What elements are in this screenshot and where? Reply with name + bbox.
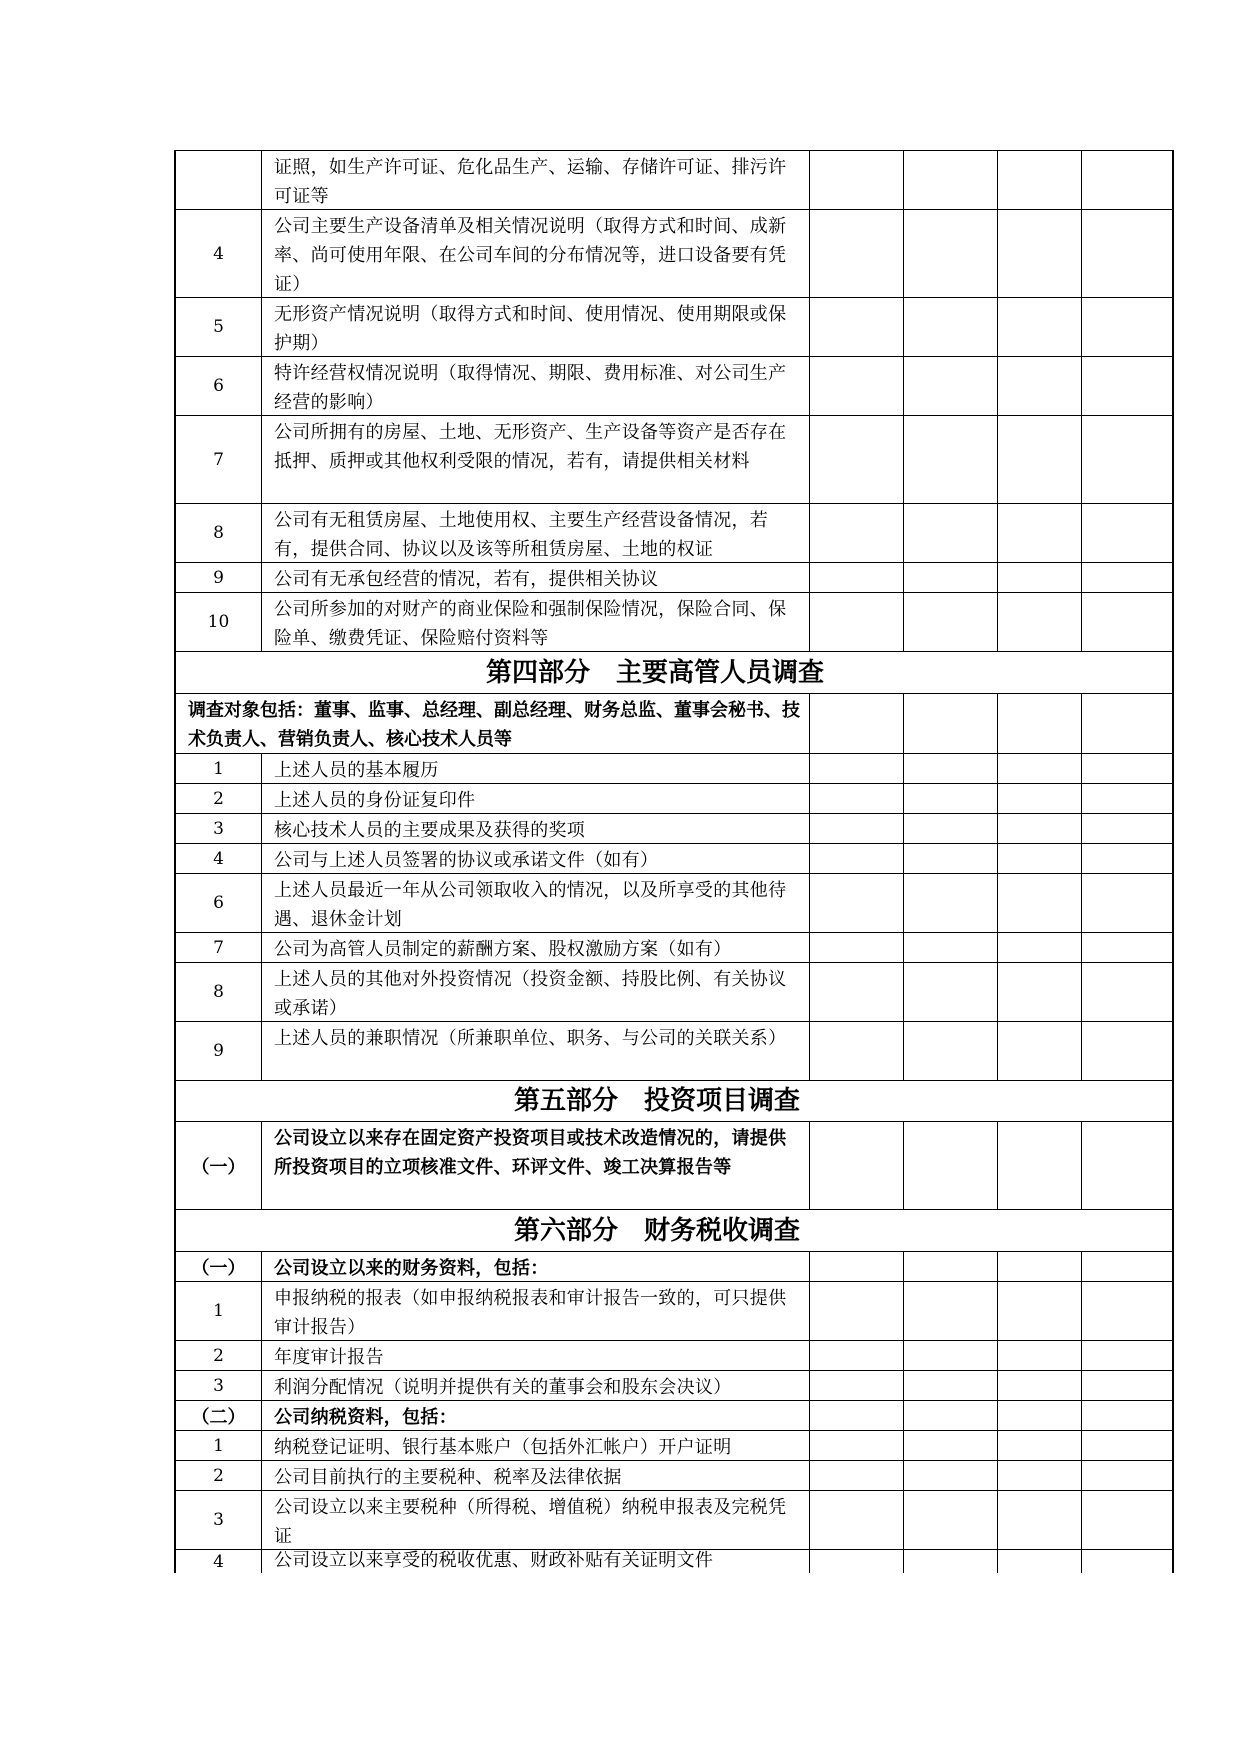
check-cell[interactable]: [904, 1282, 998, 1340]
check-cell[interactable]: [810, 754, 904, 783]
check-cell[interactable]: [998, 1122, 1082, 1209]
row-text: 公司所拥有的房屋、土地、无形资产、生产设备等资产是否存在抵押、质押或其他权利受限的情况，若有，请提供相关材料: [262, 416, 810, 503]
check-cell[interactable]: [904, 1022, 998, 1080]
check-cell[interactable]: [810, 1461, 904, 1490]
row-text: 公司设立以来存在固定资产投资项目或技术改造情况的，请提供所投资项目的立项核准文件、环评文件、竣工决算报告等: [262, 1122, 810, 1209]
check-cell[interactable]: [998, 210, 1082, 297]
check-cell[interactable]: [998, 784, 1082, 813]
check-cell[interactable]: [904, 963, 998, 1021]
check-cell[interactable]: [810, 963, 904, 1021]
check-cell[interactable]: [810, 1282, 904, 1340]
check-cell[interactable]: [1082, 933, 1172, 962]
row-text: 公司设立以来享受的税收优惠、财政补贴有关证明文件: [262, 1550, 810, 1573]
row-number: 3: [176, 814, 262, 843]
table-row: [176, 1431, 1172, 1461]
table-row: [176, 1282, 1172, 1341]
check-cell[interactable]: [1082, 1252, 1172, 1281]
group-number: （一）: [176, 1252, 262, 1281]
checklist-table: [174, 150, 1174, 1573]
check-cell[interactable]: [904, 933, 998, 962]
check-cell[interactable]: [998, 844, 1082, 873]
check-cell[interactable]: [904, 1491, 998, 1549]
check-cell[interactable]: [904, 814, 998, 843]
row-number: 6: [176, 357, 262, 415]
check-cell[interactable]: [904, 1341, 998, 1370]
row-number: 4: [176, 210, 262, 297]
row-text: 公司设立以来主要税种（所得税、增值税）纳税申报表及完税凭证: [262, 1491, 810, 1549]
row-number: 9: [176, 1022, 262, 1080]
check-cell[interactable]: [1082, 844, 1172, 873]
table-row: [176, 357, 1172, 416]
row-number: 2: [176, 1461, 262, 1490]
row-number: 7: [176, 933, 262, 962]
check-cell[interactable]: [810, 151, 904, 209]
check-cell[interactable]: [1082, 151, 1172, 209]
check-cell[interactable]: [904, 210, 998, 297]
check-cell[interactable]: [904, 1122, 998, 1209]
row-number: 8: [176, 963, 262, 1021]
check-cell[interactable]: [1082, 1341, 1172, 1370]
row-number: 8: [176, 504, 262, 562]
row-number: 9: [176, 563, 262, 592]
check-cell[interactable]: [1082, 593, 1172, 651]
check-cell[interactable]: [904, 1252, 998, 1281]
row-number: 2: [176, 784, 262, 813]
table-row: [176, 754, 1172, 784]
check-cell[interactable]: [810, 357, 904, 415]
row-text: 公司为高管人员制定的薪酬方案、股权激励方案（如有）: [262, 933, 810, 962]
check-cell[interactable]: [1082, 298, 1172, 356]
check-cell[interactable]: [998, 1252, 1082, 1281]
check-cell[interactable]: [998, 593, 1082, 651]
check-cell[interactable]: [998, 504, 1082, 562]
group-number: （二）: [176, 1401, 262, 1430]
row-text: 上述人员的基本履历: [262, 754, 810, 783]
check-cell[interactable]: [1082, 210, 1172, 297]
row-text: 利润分配情况（说明并提供有关的董事会和股东会决议）: [262, 1371, 810, 1400]
row-text: 年度审计报告: [262, 1341, 810, 1370]
check-cell[interactable]: [810, 1401, 904, 1430]
section-heading: [176, 1081, 1172, 1122]
table-row: [176, 504, 1172, 563]
check-cell[interactable]: [810, 210, 904, 297]
row-number: 2: [176, 1341, 262, 1370]
section-heading: [176, 1210, 1172, 1252]
check-cell[interactable]: [810, 694, 904, 753]
row-text: 公司有无承包经营的情况，若有，提供相关协议: [262, 563, 810, 592]
check-cell[interactable]: [998, 1431, 1082, 1460]
check-cell[interactable]: [904, 593, 998, 651]
check-cell[interactable]: [998, 1022, 1082, 1080]
row-text: 核心技术人员的主要成果及获得的奖项: [262, 814, 810, 843]
check-cell[interactable]: [1082, 1461, 1172, 1490]
check-cell[interactable]: [904, 1371, 998, 1400]
check-cell[interactable]: [1082, 1122, 1172, 1209]
check-cell[interactable]: [1082, 814, 1172, 843]
check-cell[interactable]: [810, 298, 904, 356]
check-cell[interactable]: [810, 784, 904, 813]
check-cell[interactable]: [1082, 694, 1172, 753]
check-cell[interactable]: [1082, 1282, 1172, 1340]
check-cell[interactable]: [810, 874, 904, 932]
check-cell[interactable]: [904, 357, 998, 415]
row-text: 上述人员的其他对外投资情况（投资金额、持股比例、有关协议或承诺）: [262, 963, 810, 1021]
check-cell[interactable]: [904, 754, 998, 783]
table-row: [176, 1122, 1172, 1210]
check-cell[interactable]: [904, 563, 998, 592]
table-row: [176, 416, 1172, 504]
check-cell[interactable]: [1082, 784, 1172, 813]
row-text: 公司目前执行的主要税种、税率及法律依据: [262, 1461, 810, 1490]
table-row: [176, 1022, 1172, 1081]
check-cell[interactable]: [810, 1491, 904, 1549]
check-cell[interactable]: [1082, 754, 1172, 783]
row-number: 4: [176, 844, 262, 873]
check-cell[interactable]: [998, 963, 1082, 1021]
check-cell[interactable]: [1082, 1550, 1172, 1573]
check-cell[interactable]: [1082, 1491, 1172, 1549]
check-cell[interactable]: [1082, 1022, 1172, 1080]
row-number: 4: [176, 1550, 262, 1573]
row-text: 纳税登记证明、银行基本账户（包括外汇帐户）开户证明: [262, 1431, 810, 1460]
scope-row: [176, 694, 1172, 754]
table-row: [176, 844, 1172, 874]
row-text: 上述人员最近一年从公司领取收入的情况，以及所享受的其他待遇、退休金计划: [262, 874, 810, 932]
table-row: [176, 593, 1172, 652]
section-title: 第六部分 财务税收调查: [514, 1216, 801, 1246]
check-cell[interactable]: [998, 1491, 1082, 1549]
check-cell[interactable]: [998, 1341, 1082, 1370]
row-text: 公司与上述人员签署的协议或承诺文件（如有）: [262, 844, 810, 873]
row-number: 1: [176, 1282, 262, 1340]
check-cell[interactable]: [810, 1341, 904, 1370]
check-cell[interactable]: [904, 874, 998, 932]
check-cell[interactable]: [810, 844, 904, 873]
row-text: 公司主要生产设备清单及相关情况说明（取得方式和时间、成新率、尚可使用年限、在公司车间的分布情况等，进口设备要有凭证）: [262, 210, 810, 297]
check-cell[interactable]: [810, 1431, 904, 1460]
check-cell[interactable]: [1082, 874, 1172, 932]
table-row: [176, 1491, 1172, 1550]
row-number: （一）: [176, 1122, 262, 1209]
table-row: [176, 563, 1172, 593]
table-row: [176, 933, 1172, 963]
check-cell[interactable]: [904, 416, 998, 503]
row-text: 无形资产情况说明（取得方式和时间、使用情况、使用期限或保护期）: [262, 298, 810, 356]
row-number: 10: [176, 593, 262, 651]
check-cell[interactable]: [1082, 1431, 1172, 1460]
check-cell[interactable]: [1082, 504, 1172, 562]
check-cell[interactable]: [904, 151, 998, 209]
check-cell[interactable]: [904, 504, 998, 562]
row-text: 上述人员的兼职情况（所兼职单位、职务、与公司的关联关系）: [262, 1022, 810, 1080]
check-cell[interactable]: [810, 593, 904, 651]
check-cell[interactable]: [998, 754, 1082, 783]
check-cell[interactable]: [998, 1282, 1082, 1340]
check-cell[interactable]: [810, 504, 904, 562]
check-cell[interactable]: [810, 933, 904, 962]
check-cell[interactable]: [904, 1431, 998, 1460]
table-row: [176, 1371, 1172, 1401]
check-cell[interactable]: [810, 814, 904, 843]
check-cell[interactable]: [1082, 357, 1172, 415]
check-cell[interactable]: [810, 1550, 904, 1573]
check-cell[interactable]: [998, 933, 1082, 962]
row-text: 证照，如生产许可证、危化品生产、运输、存储许可证、排污许可证等: [262, 151, 810, 209]
check-cell[interactable]: [998, 1461, 1082, 1490]
check-cell[interactable]: [998, 416, 1082, 503]
check-cell[interactable]: [810, 563, 904, 592]
check-cell[interactable]: [904, 844, 998, 873]
check-cell[interactable]: [998, 1550, 1082, 1573]
table-row: [176, 151, 1172, 210]
check-cell[interactable]: [998, 563, 1082, 592]
group-row: [176, 1252, 1172, 1282]
table-row: [176, 784, 1172, 814]
section-title: 第五部分 投资项目调查: [514, 1086, 801, 1116]
check-cell[interactable]: [998, 151, 1082, 209]
table-row: [176, 298, 1172, 357]
check-cell[interactable]: [998, 298, 1082, 356]
row-text: 公司所参加的对财产的商业保险和强制保险情况，保险合同、保险单、缴费凭证、保险赔付资料等: [262, 593, 810, 651]
row-number: 1: [176, 754, 262, 783]
section-title: 第四部分 主要高管人员调查: [486, 658, 825, 688]
table-row: [176, 1550, 1172, 1573]
row-number: [176, 151, 262, 209]
check-cell[interactable]: [998, 814, 1082, 843]
row-text: 申报纳税的报表（如申报纳税报表和审计报告一致的，可只提供审计报告）: [262, 1282, 810, 1340]
row-text: 公司有无租赁房屋、土地使用权、主要生产经营设备情况，若有，提供合同、协议以及该等所租赁房屋、土地的权证: [262, 504, 810, 562]
check-cell[interactable]: [904, 694, 998, 753]
check-cell[interactable]: [810, 1252, 904, 1281]
table-row: [176, 963, 1172, 1022]
check-cell[interactable]: [998, 1401, 1082, 1430]
row-number: 6: [176, 874, 262, 932]
check-cell[interactable]: [1082, 563, 1172, 592]
row-number: 3: [176, 1491, 262, 1549]
check-cell[interactable]: [904, 784, 998, 813]
row-number: 3: [176, 1371, 262, 1400]
row-number: 5: [176, 298, 262, 356]
check-cell[interactable]: [904, 1461, 998, 1490]
check-cell[interactable]: [998, 357, 1082, 415]
row-number: 7: [176, 416, 262, 503]
row-text: 上述人员的身份证复印件: [262, 784, 810, 813]
check-cell[interactable]: [904, 298, 998, 356]
table-row: [176, 1461, 1172, 1491]
check-cell[interactable]: [904, 1401, 998, 1430]
check-cell[interactable]: [810, 1122, 904, 1209]
check-cell[interactable]: [998, 874, 1082, 932]
check-cell[interactable]: [810, 1022, 904, 1080]
check-cell[interactable]: [904, 1550, 998, 1573]
check-cell[interactable]: [810, 416, 904, 503]
table-row: [176, 210, 1172, 298]
section-heading: [176, 652, 1172, 694]
group-text: 公司设立以来的财务资料，包括：: [262, 1252, 810, 1281]
check-cell[interactable]: [1082, 416, 1172, 503]
table-row: [176, 814, 1172, 844]
row-text: 特许经营权情况说明（取得情况、期限、费用标准、对公司生产经营的影响）: [262, 357, 810, 415]
check-cell[interactable]: [998, 694, 1082, 753]
table-row: [176, 1341, 1172, 1371]
check-cell[interactable]: [1082, 963, 1172, 1021]
group-text: 公司纳税资料，包括：: [262, 1401, 810, 1430]
check-cell[interactable]: [1082, 1371, 1172, 1400]
check-cell[interactable]: [998, 1371, 1082, 1400]
table-row: [176, 874, 1172, 933]
check-cell[interactable]: [810, 1371, 904, 1400]
scope-text: 调查对象包括：董事、监事、总经理、副总经理、财务总监、董事会秘书、技术负责人、营销负责人、核心技术人员等: [176, 694, 810, 753]
group-row: [176, 1401, 1172, 1431]
check-cell[interactable]: [1082, 1401, 1172, 1430]
row-number: 1: [176, 1431, 262, 1460]
